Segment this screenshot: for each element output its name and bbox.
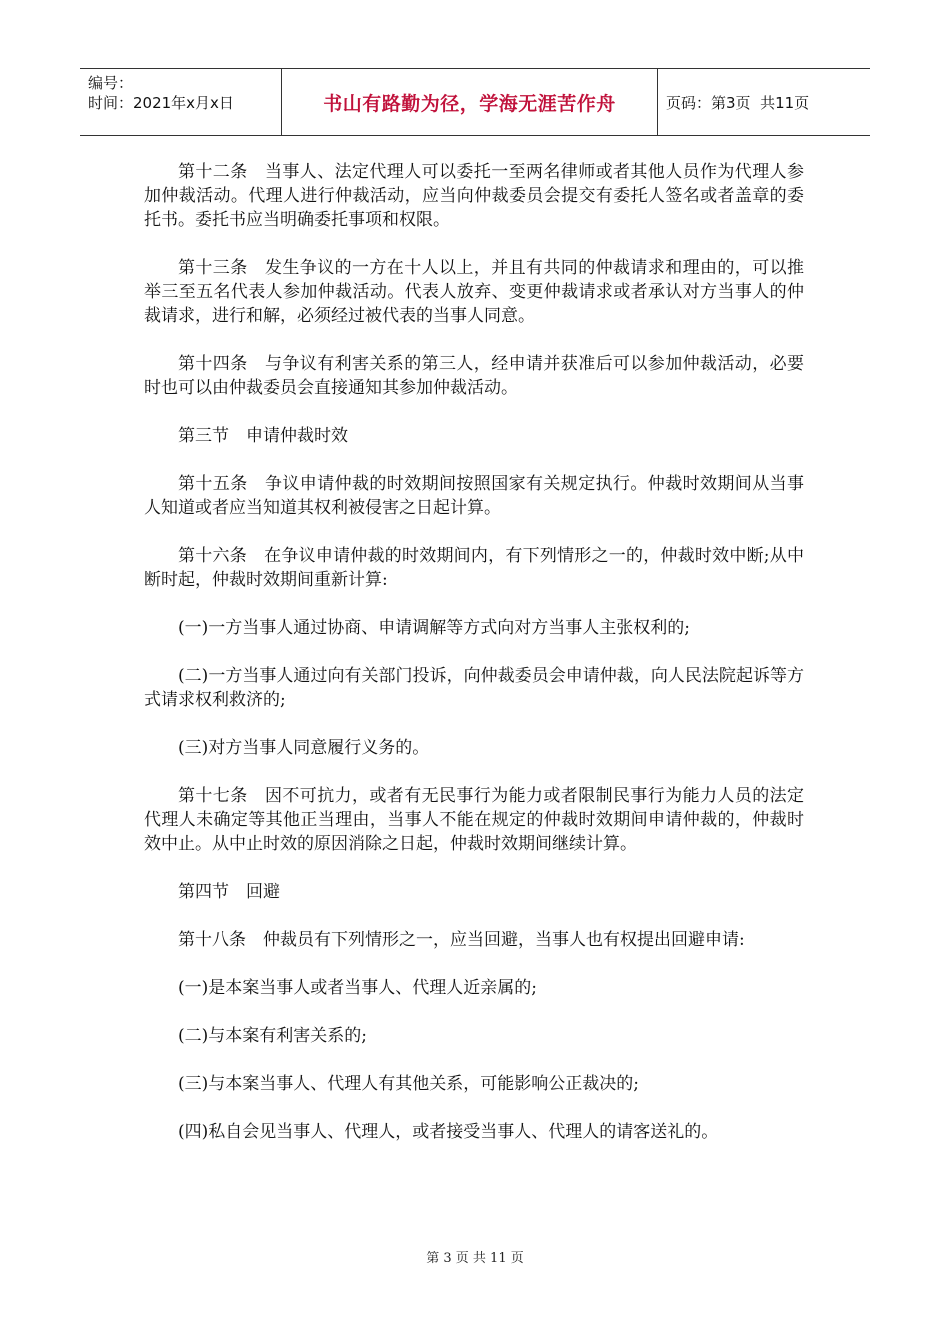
document-body [144,160,804,1168]
header-meta [80,69,282,135]
section-4-heading: 第四节 回避 [178,882,280,902]
page-footer: 第 3 页 共 11 页 [426,1251,524,1266]
article-16-item-1: (一)一方当事人通过协商、申请调解等方式向对方当事人主张权利的; [178,618,690,638]
document-date-label: 时间：2021年x月x日 [88,94,234,112]
article-18: 第十八条 仲裁员有下列情形之一，应当回避，当事人也有权提出回避申请: [178,930,745,950]
section-3-heading: 第三节 申请仲裁时效 [178,426,348,446]
article-15: 第十五条 争议申请仲裁的时效期间按照国家有关规定执行。仲裁时效期间从当事人知道或者应当知道其权利被侵害之日起计算。 [144,474,804,518]
article-16-item-2: (二)一方当事人通过向有关部门投诉，向仲裁委员会申请仲裁，向人民法院起诉等方式请求权利救济的; [144,666,804,710]
header-page-info [658,69,870,135]
article-12: 第十二条 当事人、法定代理人可以委托一至两名律师或者其他人员作为代理人参加仲裁活动。代理人进行仲裁活动，应当向仲裁委员会提交有委托人签名或者盖章的委托书。委托书应当明确委托事项和权限。 [144,162,804,230]
article-18-item-3: (三)与本案当事人、代理人有其他关系，可能影响公正裁决的; [178,1074,639,1094]
article-17: 第十七条 因不可抗力，或者有无民事行为能力或者限制民事行为能力人员的法定代理人未确定等其他正当理由，当事人不能在规定的仲裁时效期间申请仲裁的，仲裁时效中止。从中止时效的原因消除之日起，仲裁时效期间继续计算。 [144,786,804,854]
page-header [80,68,870,136]
article-18-item-1: (一)是本案当事人或者当事人、代理人近亲属的; [178,978,537,998]
article-18-item-2: (二)与本案有利害关系的; [178,1026,367,1046]
article-14: 第十四条 与争议有利害关系的第三人，经申请并获准后可以参加仲裁活动，必要时也可以由仲裁委员会直接通知其参加仲裁活动。 [144,354,804,398]
article-16: 第十六条 在争议申请仲裁的时效期间内，有下列情形之一的，仲裁时效中断;从中断时起，仲裁时效期间重新计算: [144,546,804,590]
article-18-item-4: (四)私自会见当事人、代理人，或者接受当事人、代理人的请客送礼的。 [178,1122,719,1142]
article-16-item-3: (三)对方当事人同意履行义务的。 [178,738,430,758]
header-slogan: 书山有路勤为径，学海无涯苦作舟 [282,69,658,135]
document-number-label: 编号： [88,74,134,92]
header-page-label: 页码：第3页 共11页 [666,93,810,112]
article-13: 第十三条 发生争议的一方在十人以上，并且有共同的仲裁请求和理由的，可以推举三至五名代表人参加仲裁活动。代表人放弃、变更仲裁请求或者承认对方当事人的仲裁请求，进行和解，必须经过被代表的当事人同意。 [144,258,804,326]
